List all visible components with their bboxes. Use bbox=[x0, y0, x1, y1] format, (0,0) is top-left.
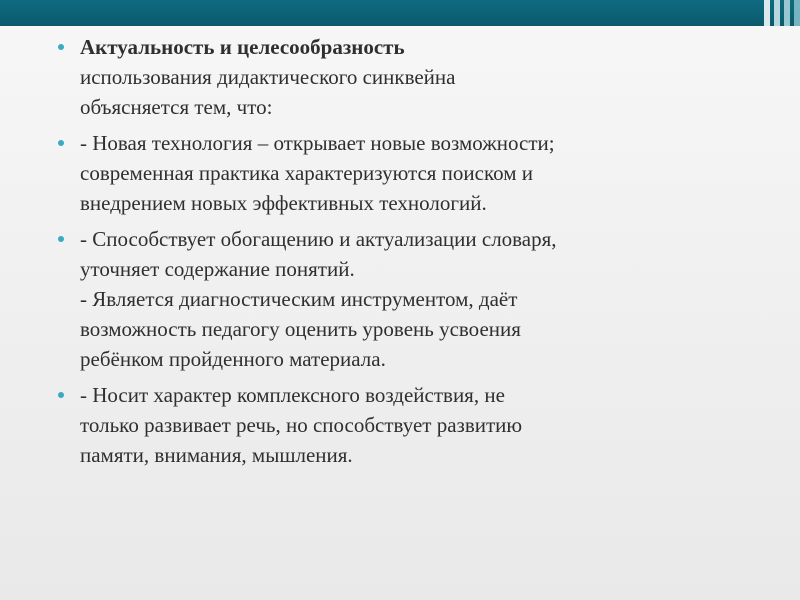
bullet-4-line-2: только развивает речь, но способствует развитию bbox=[80, 413, 523, 437]
bullet-1-line-1: использования дидактического синквейна bbox=[80, 65, 456, 89]
bullet-list bbox=[58, 32, 768, 470]
bullet-3-line-2: уточняет содержание понятий. bbox=[80, 257, 355, 281]
bullet-1-line-2: объясняется тем, что: bbox=[80, 95, 273, 119]
header-stripe bbox=[774, 0, 780, 26]
bullet-2-line-2: современная практика характеризуются поиском и bbox=[80, 161, 533, 185]
bullet-item-1 bbox=[58, 32, 768, 122]
bullet-item-4 bbox=[58, 380, 768, 470]
bullet-dot-icon bbox=[58, 392, 64, 398]
header-stripe bbox=[784, 0, 790, 26]
bullet-4-line-1: - Носит характер комплексного воздействия, не bbox=[80, 383, 505, 407]
header-stripes bbox=[748, 0, 800, 26]
bullet-2-line-3: внедрением новых эффективных технологий. bbox=[80, 191, 487, 215]
bullet-dot-icon bbox=[58, 140, 64, 146]
header-stripe bbox=[794, 0, 800, 26]
bullet-3-line-5: ребёнком пройденного материала. bbox=[80, 347, 386, 371]
bullet-1-bold-heading: Актуальность и целесообразность bbox=[80, 35, 405, 59]
bullet-item-2 bbox=[58, 128, 768, 218]
bullet-item-3 bbox=[58, 224, 768, 374]
bullet-3-line-4: возможность педагогу оценить уровень усвоения bbox=[80, 317, 521, 341]
slide-content bbox=[58, 32, 768, 476]
bullet-dot-icon bbox=[58, 236, 64, 242]
bullet-dot-icon bbox=[58, 44, 64, 50]
header-stripe bbox=[764, 0, 770, 26]
bullet-4-line-3: памяти, внимания, мышления. bbox=[80, 443, 353, 467]
bullet-2-line-1: - Новая технология – открывает новые возможности; bbox=[80, 131, 555, 155]
bullet-3-line-1: - Способствует обогащению и актуализации словаря, bbox=[80, 227, 557, 251]
header-band bbox=[0, 0, 800, 26]
bullet-3-line-3: - Является диагностическим инструментом, даёт bbox=[80, 287, 518, 311]
